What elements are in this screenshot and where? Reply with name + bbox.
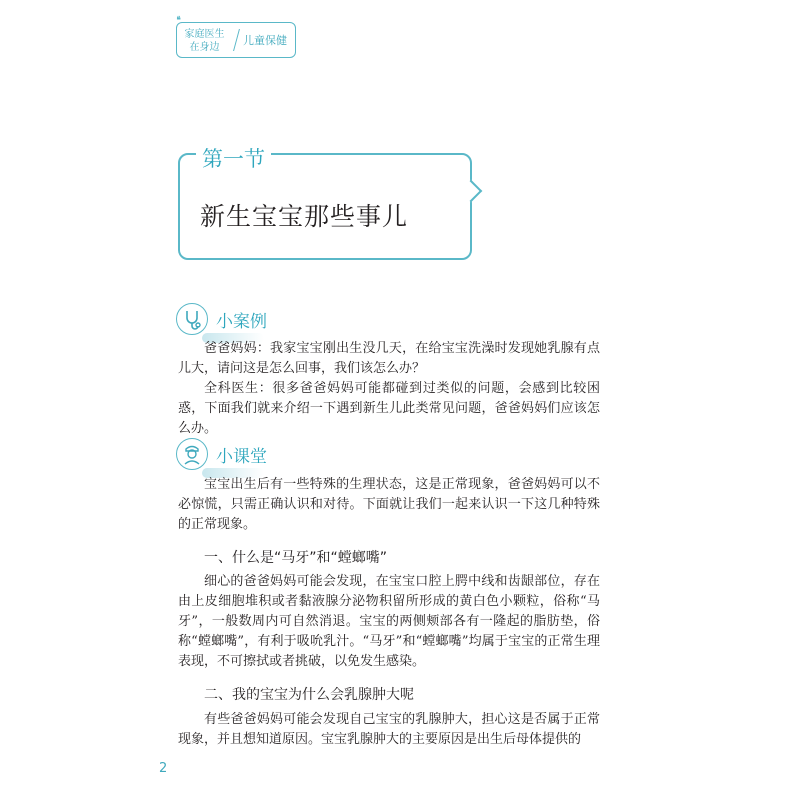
- sub2-paragraph: 有些爸爸妈妈可能会发现自己宝宝的乳腺肿大，担心这是否属于正常现象，并且想知道原因。宝宝乳腺肿大的主要原因是出生后母体提供的: [178, 712, 600, 747]
- header-tag-right: 儿童保健: [243, 34, 287, 47]
- subheading-2: 二、我的宝宝为什么会乳腺肿大呢: [204, 687, 414, 703]
- case-heading-label: 小案例: [216, 311, 267, 332]
- case-paragraph-2: 全科医生：很多爸爸妈妈可能都碰到过类似的问题，会感到比较困惑，下面我们就来介绍一下遇到新生儿此类常见问题，爸爸妈妈们应该怎么办。: [178, 381, 600, 436]
- header-tag-line2: 在身边: [189, 41, 220, 53]
- lesson-intro: 宝宝出生后有一些特殊的生理状态，这是正常现象，爸爸妈妈可以不必惊慌，只需正确认识和对待。下面就让我们一起来认识一下这几种特殊的正常现象。: [178, 477, 600, 532]
- header-tag-divider: [233, 29, 240, 51]
- section-label: 第一节: [196, 143, 271, 173]
- header-tag-left: [177, 27, 232, 54]
- quote-mark-icon: ❛❛: [176, 14, 180, 27]
- lesson-heading: [176, 438, 267, 470]
- nurse-icon: [176, 438, 208, 470]
- lesson-heading-label: 小课堂: [216, 446, 267, 467]
- subheading-1: 一、什么是“马牙”和“螳螂嘴”: [204, 550, 388, 566]
- stethoscope-icon: [176, 303, 208, 335]
- header-tag: [176, 22, 296, 58]
- page-number: 2: [159, 761, 168, 776]
- header-tag-line1: 家庭医生: [184, 28, 225, 40]
- sub1-paragraph: 细心的爸爸妈妈可能会发现，在宝宝口腔上腭中线和齿龈部位，存在由上皮细胞堆积或者黏液腺分泌物积留所形成的黄白色小颗粒，俗称“马牙”，一般数周内可自然消退。宝宝的两侧颊部各有一隆起的脂肪垫，俗称“螳螂嘴”，有利于吸吮乳汁。“马牙”和“螳螂嘴”均属于宝宝的正常生理表现，不可擦拭或者挑破，以免发生感染。: [178, 574, 600, 669]
- case-paragraph-1: 爸爸妈妈：我家宝宝刚出生没几天，在给宝宝洗澡时发现她乳腺有点儿大，请问这是怎么回事，我们该怎么办？: [178, 341, 600, 376]
- case-heading: [176, 303, 267, 335]
- section-title: 新生宝宝那些事儿: [200, 202, 409, 231]
